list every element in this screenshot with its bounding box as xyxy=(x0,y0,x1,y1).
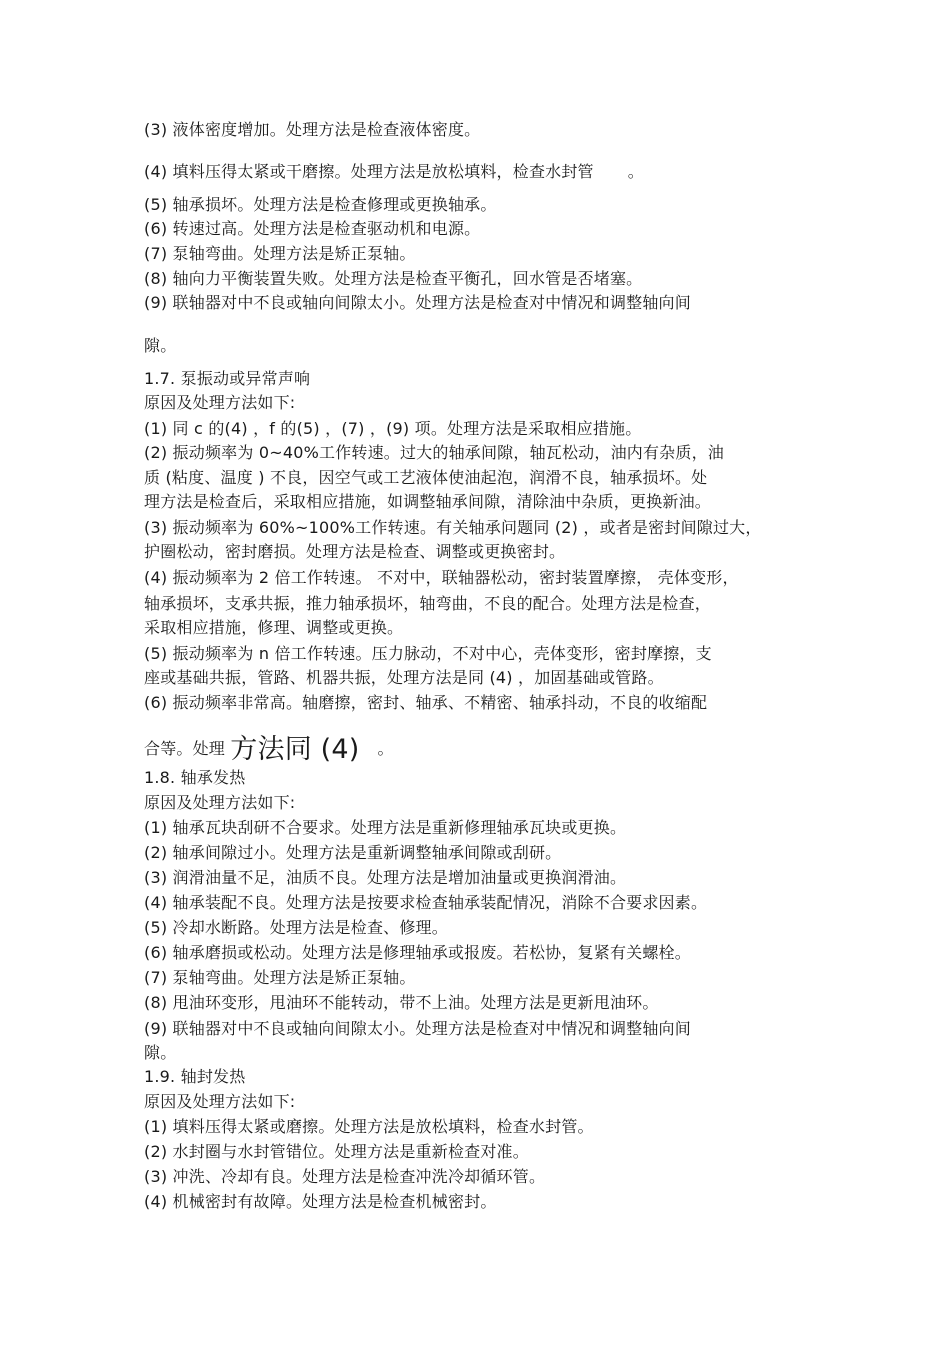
list-item: (9) 联轴器对中不良或轴向间隙太小。处理方法是检查对中情况和调整轴向间 xyxy=(144,1019,691,1038)
section-heading-1-9: 1.9. 轴封发热 xyxy=(144,1067,246,1086)
list-item-continued: 采取相应措施，修理、调整或更换。 xyxy=(144,618,404,637)
section-heading-1-8: 1.8. 轴承发热 xyxy=(144,768,246,787)
text-line: (7) 泵轴弯曲。处理方法是矫正泵轴。 xyxy=(144,244,416,263)
list-item: (5) 振动频率为 n 倍工作转速。压力脉动，不对中心，壳体变形，密封摩擦，支 xyxy=(144,644,712,663)
list-item: (7) 泵轴弯曲。处理方法是矫正泵轴。 xyxy=(144,968,416,987)
section-intro: 原因及处理方法如下: xyxy=(144,1092,296,1111)
period-mark: 。 xyxy=(160,336,177,355)
list-item: (3) 润滑油量不足，油质不良。处理方法是增加油量或更换润滑油。 xyxy=(144,868,627,887)
period-mark: 。 xyxy=(627,162,644,181)
list-item-continued: 轴承损坏，支承共振，推力轴承损坏，轴弯曲，不良的配合。处理方法是检查， xyxy=(144,594,712,613)
list-item-continued: 质 (粘度、温度 ) 不良，因空气或工艺液体使油起泡，润滑不良，轴承损坏。处 xyxy=(144,468,708,487)
list-item: (4) 机械密封有故障。处理方法是检查机械密封。 xyxy=(144,1192,497,1211)
text-fragment: 隙 xyxy=(144,336,161,355)
list-item: (6) 振动频率非常高。轴磨擦，密封、轴承、不精密、轴承抖动，不良的收缩配 xyxy=(144,693,708,712)
period-mark: 。 xyxy=(377,739,394,758)
text-fragment-large: 方法同 (4) xyxy=(230,734,360,765)
list-item: (6) 轴承磨损或松动。处理方法是修理轴承或报废。若松协，复紧有关螺栓。 xyxy=(144,943,691,962)
text-line: (5) 轴承损坏。处理方法是检查修理或更换轴承。 xyxy=(144,195,497,214)
list-item: (5) 冷却水断路。处理方法是检查、修理。 xyxy=(144,918,448,937)
list-item: (3) 冲洗、冷却有良。处理方法是检查冲洗冷却循环管。 xyxy=(144,1167,546,1186)
list-item: (4) 轴承装配不良。处理方法是按要求检查轴承装配情况，消除不合要求因素。 xyxy=(144,893,708,912)
list-item-continued: 护圈松动，密封磨损。处理方法是检查、调整或更换密封。 xyxy=(144,542,566,561)
list-item: (1) 同 c 的(4) ，f 的(5) ，(7) ，(9) 项。处理方法是采取相应措施。 xyxy=(144,419,642,438)
list-item: (2) 水封圈与水封管错位。处理方法是重新检查对准。 xyxy=(144,1142,529,1161)
list-item-continued: 理方法是检查后，采取相应措施，如调整轴承间隙，清除油中杂质，更换新油。 xyxy=(144,492,712,511)
list-item: (1) 填料压得太紧或磨擦。处理方法是放松填料，检查水封管。 xyxy=(144,1117,594,1136)
list-item: (8) 甩油环变形，甩油环不能转动，带不上油。处理方法是更新甩油环。 xyxy=(144,993,659,1012)
list-item-continued: 座或基础共振，管路、机器共振，处理方法是同 (4) ，加固基础或管路。 xyxy=(144,668,664,687)
list-item: (3) 振动频率为 60%~100%工作转速。有关轴承问题同 (2) ，或者是密封间隙过大， xyxy=(144,518,762,537)
text-line xyxy=(144,162,644,182)
text-line: (8) 轴向力平衡装置失败。处理方法是检查平衡孔，回水管是否堵塞。 xyxy=(144,269,643,288)
text-line: (9) 联轴器对中不良或轴向间隙太小。处理方法是检查对中情况和调整轴向间 xyxy=(144,293,691,312)
text-line: (3) 液体密度增加。处理方法是检查液体密度。 xyxy=(144,120,481,139)
section-intro: 原因及处理方法如下: xyxy=(144,393,296,412)
section-heading-1-7: 1.7. 泵振动或异常声响 xyxy=(144,369,311,388)
text-line xyxy=(144,336,176,356)
list-item: (2) 轴承间隙过小。处理方法是重新调整轴承间隙或刮研。 xyxy=(144,843,562,862)
list-item: (1) 轴承瓦块刮研不合要求。处理方法是重新修理轴承瓦块或更换。 xyxy=(144,818,627,837)
list-item: (2) 振动频率为 0~40%工作转速。过大的轴承间隙，轴瓦松动，油内有杂质，油 xyxy=(144,443,724,462)
text-fragment: 合等。处理 xyxy=(144,739,231,758)
list-item-continued: 隙。 xyxy=(144,1043,177,1062)
text-line: (6) 转速过高。处理方法是检查驱动机和电源。 xyxy=(144,219,481,238)
list-item: (4) 振动频率为 2 倍工作转速。 不对中，联轴器松动，密封装置摩擦， 壳体变形， xyxy=(144,568,739,587)
text-fragment: (4) 填料压得太紧或干磨擦。处理方法是放松填料，检查水封管 xyxy=(144,162,594,181)
section-intro: 原因及处理方法如下: xyxy=(144,793,296,812)
list-item-continued xyxy=(144,734,394,766)
